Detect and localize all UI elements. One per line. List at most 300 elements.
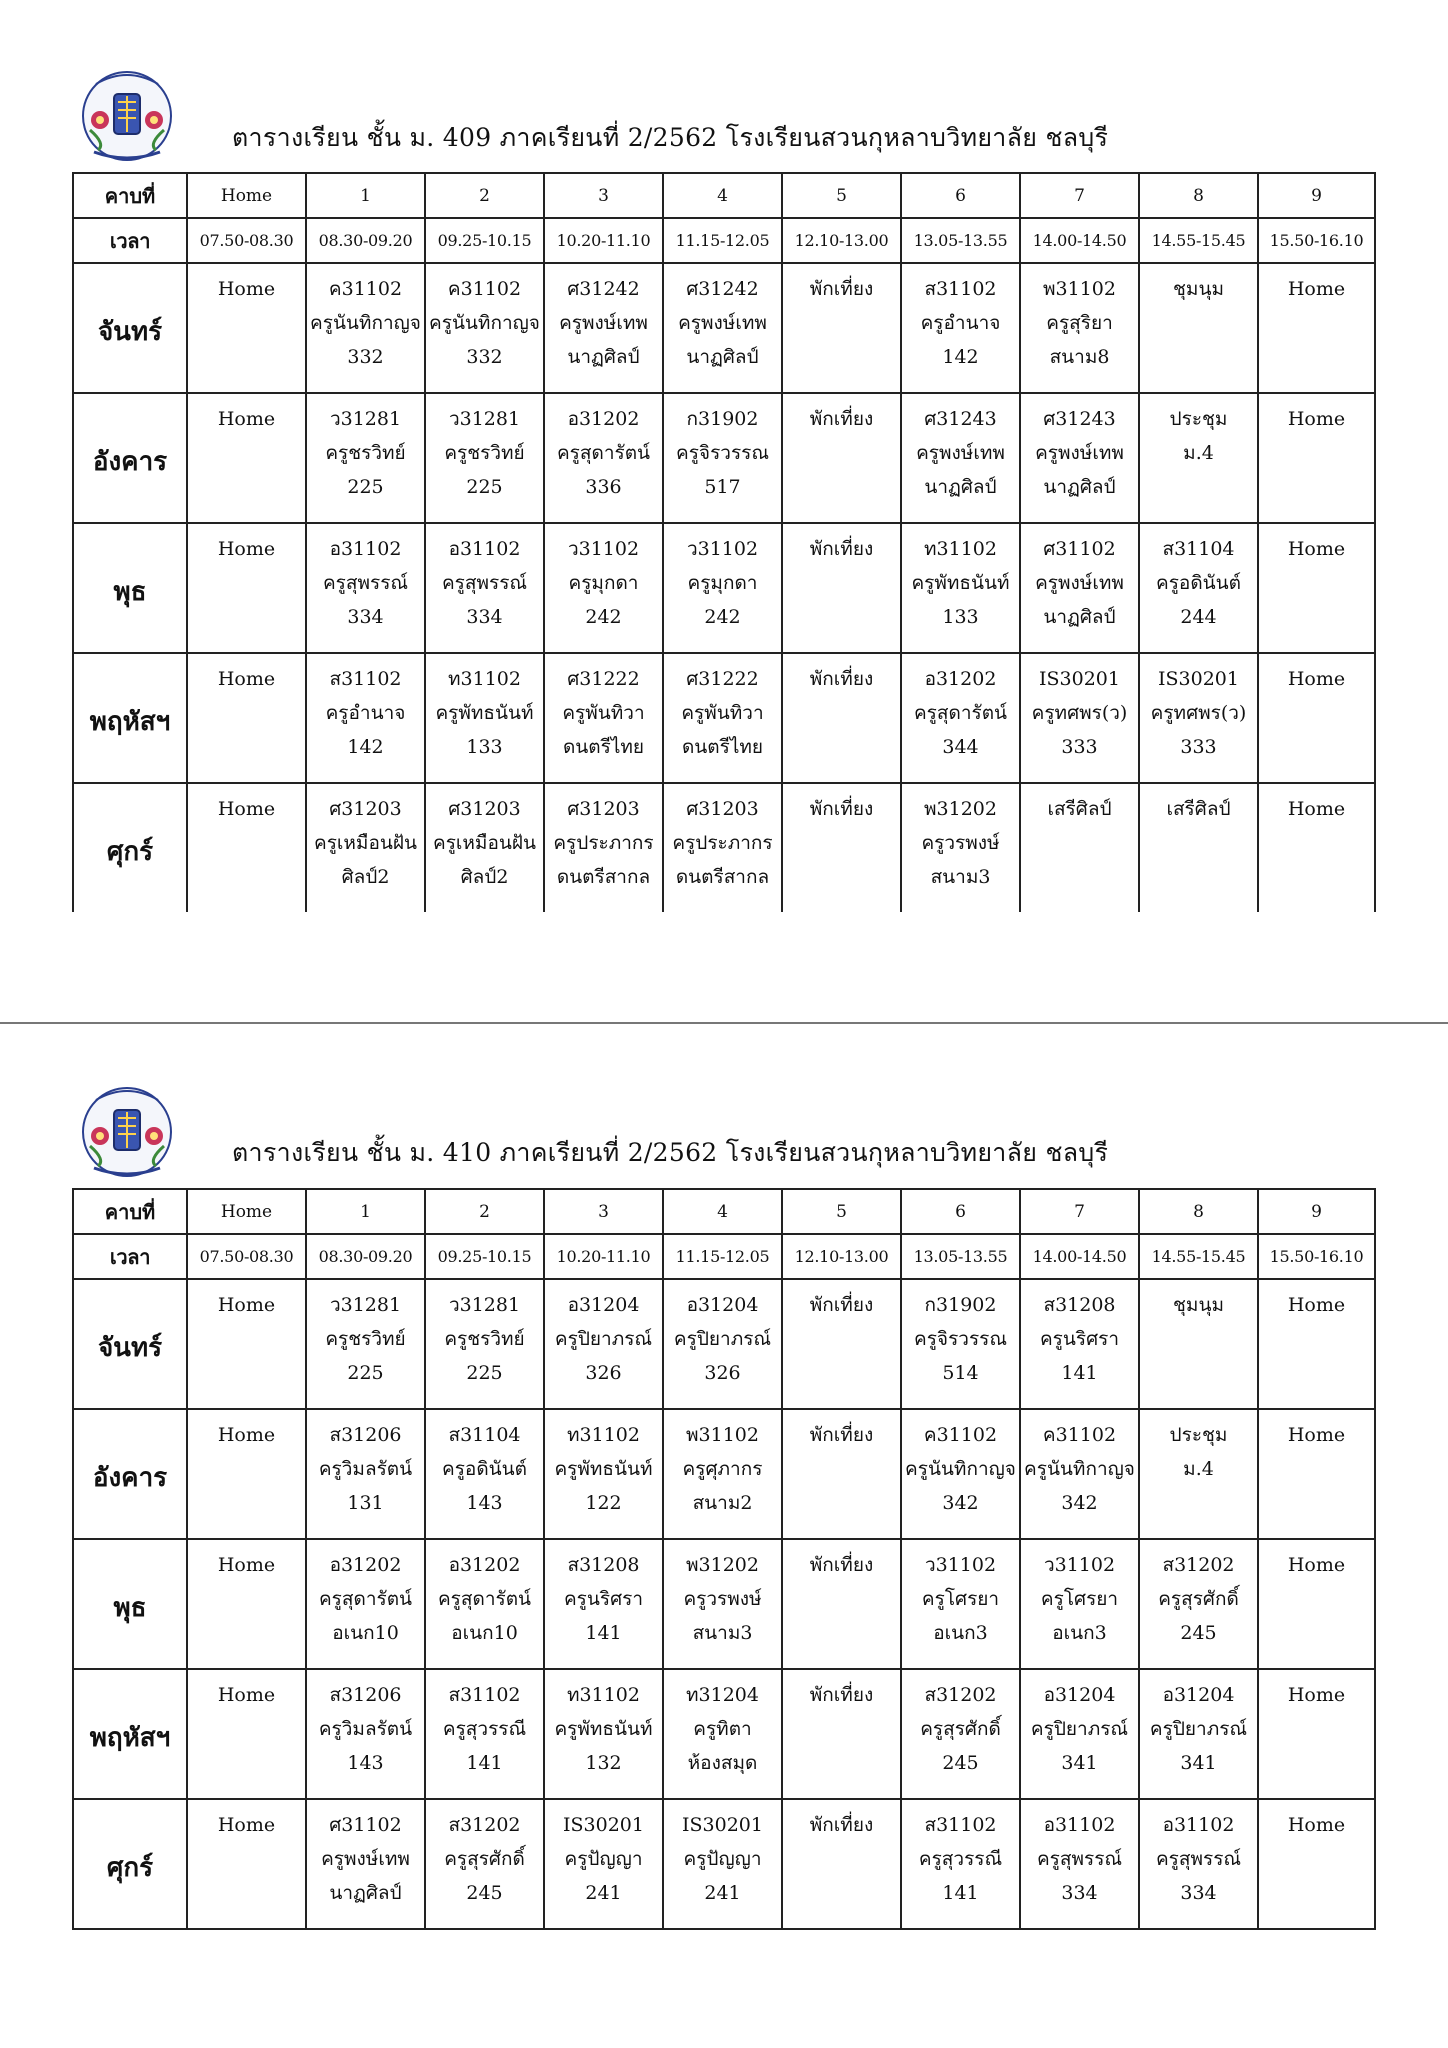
teacher-name: ครูโศรยา — [1040, 1588, 1119, 1610]
class-cell — [1139, 1669, 1258, 1799]
subject-code: Home — [1287, 538, 1346, 560]
subject-code: ท31102 — [567, 1424, 640, 1446]
room: สนาม2 — [692, 1492, 753, 1514]
room: 141 — [942, 1882, 979, 1904]
period-header-row — [73, 1189, 1375, 1234]
class-cell — [782, 1799, 901, 1929]
class-cell — [1020, 1799, 1139, 1929]
teacher-name: ครูพัทธนันท์ — [911, 572, 1010, 594]
subject-code: อ31202 — [567, 408, 640, 430]
room: ห้องสมุด — [687, 1752, 758, 1774]
period-number: 7 — [1020, 173, 1139, 218]
class-cell — [425, 1799, 544, 1929]
room: 334 — [466, 606, 503, 628]
subject-code: ศ31243 — [1043, 408, 1116, 430]
class-cell — [187, 1539, 306, 1669]
subject-code: พักเที่ยง — [809, 1554, 874, 1576]
room: 333 — [1061, 736, 1098, 758]
room: 141 — [585, 1622, 622, 1644]
subject-code: Home — [217, 1554, 276, 1576]
room: 326 — [585, 1362, 622, 1384]
class-cell — [901, 1279, 1020, 1409]
class-cell — [1139, 1539, 1258, 1669]
period-number: 8 — [1139, 173, 1258, 218]
teacher-name: ม.4 — [1183, 1458, 1214, 1480]
room: สนาม3 — [692, 1622, 753, 1644]
time-slot: 09.25-10.15 — [425, 218, 544, 263]
class-cell — [187, 783, 306, 912]
period-number: 3 — [544, 1189, 663, 1234]
time-slot: 07.50-08.30 — [187, 218, 306, 263]
class-cell — [782, 783, 901, 912]
subject-code: ส31102 — [329, 668, 402, 690]
room: 514 — [942, 1362, 979, 1384]
teacher-name: ครูสุดารัตน์ — [556, 442, 651, 464]
room: นาฏศิลป์ — [1043, 476, 1116, 498]
teacher-name: ครูวรพงษ์ — [683, 1588, 762, 1610]
subject-code: IS30201 — [1039, 668, 1120, 690]
room: 143 — [466, 1492, 503, 1514]
room: 342 — [1061, 1492, 1098, 1514]
subject-code: ว31281 — [329, 1294, 402, 1316]
class-cell — [1139, 653, 1258, 783]
subject-code: ท31102 — [924, 538, 997, 560]
time-slot: 14.00-14.50 — [1020, 1234, 1139, 1279]
subject-code: พักเที่ยง — [809, 278, 874, 300]
subject-code: ศ31222 — [686, 668, 759, 690]
class-cell — [1139, 783, 1258, 912]
teacher-name: ครูสุดารัตน์ — [437, 1588, 532, 1610]
subject-code: อ31102 — [1162, 1814, 1235, 1836]
subject-code: พ31202 — [686, 1554, 759, 1576]
class-cell — [1258, 653, 1375, 783]
room: 143 — [347, 1752, 384, 1774]
class-cell — [663, 1669, 782, 1799]
room: 334 — [1061, 1882, 1098, 1904]
room: อเนก10 — [332, 1622, 399, 1644]
time-slot: 12.10-13.00 — [782, 218, 901, 263]
time-slot: 10.20-11.10 — [544, 218, 663, 263]
subject-code: พักเที่ยง — [809, 668, 874, 690]
time-slot: 11.15-12.05 — [663, 1234, 782, 1279]
day-row — [73, 1409, 1375, 1539]
class-cell — [663, 1409, 782, 1539]
timetable — [72, 172, 1376, 912]
subject-code: ศ31203 — [567, 798, 640, 820]
class-cell — [663, 1799, 782, 1929]
period-number: 1 — [306, 1189, 425, 1234]
class-cell — [1258, 1409, 1375, 1539]
subject-code: อ31204 — [567, 1294, 640, 1316]
teacher-name: ครูวรพงษ์ — [921, 832, 1000, 854]
subject-code: ศ31102 — [329, 1814, 402, 1836]
room: 133 — [466, 736, 503, 758]
teacher-name: ครูพัทธนันท์ — [554, 1458, 653, 1480]
room: 333 — [1180, 736, 1217, 758]
class-cell — [901, 263, 1020, 393]
period-number: 9 — [1258, 1189, 1375, 1234]
subject-code: Home — [1287, 1684, 1346, 1706]
day-name: พฤหัสฯ — [73, 1669, 187, 1799]
class-cell — [1258, 393, 1375, 523]
class-cell — [901, 1799, 1020, 1929]
teacher-name: ครูทศพร(ว) — [1031, 702, 1128, 724]
class-cell — [306, 783, 425, 912]
class-cell — [782, 263, 901, 393]
teacher-name: ครูอดินันต์ — [1156, 572, 1241, 594]
day-name: พุธ — [73, 523, 187, 653]
room: 225 — [347, 1362, 384, 1384]
subject-code: ศ31102 — [1043, 538, 1116, 560]
time-slot: 14.00-14.50 — [1020, 218, 1139, 263]
teacher-name: ครูประภากร — [553, 832, 654, 854]
teacher-name: ครูปัญญา — [564, 1848, 643, 1870]
subject-code: พ31202 — [924, 798, 997, 820]
room: ดนตรีสากล — [675, 866, 770, 888]
class-cell — [187, 1669, 306, 1799]
class-cell — [1139, 523, 1258, 653]
class-cell — [782, 523, 901, 653]
class-cell — [306, 1279, 425, 1409]
subject-code: พักเที่ยง — [809, 538, 874, 560]
subject-code: ศ31222 — [567, 668, 640, 690]
class-cell — [306, 1539, 425, 1669]
class-cell — [663, 653, 782, 783]
room: 245 — [1180, 1622, 1217, 1644]
subject-code: เสรีศิลป์ — [1166, 798, 1231, 820]
day-row — [73, 393, 1375, 523]
teacher-name: ครูอำนาจ — [920, 312, 1001, 334]
teacher-name: ครูสุรศักดิ์ — [1158, 1588, 1239, 1610]
class-cell — [187, 393, 306, 523]
subject-code: ว31281 — [448, 1294, 521, 1316]
subject-code: Home — [217, 1294, 276, 1316]
class-cell — [663, 783, 782, 912]
teacher-name: ครูปิยาภรณ์ — [1149, 1718, 1248, 1740]
class-cell — [187, 1799, 306, 1929]
period-number: 9 — [1258, 173, 1375, 218]
subject-code: Home — [217, 278, 276, 300]
teacher-name: ครูเหมือนฝัน — [314, 832, 417, 854]
subject-code: ส31102 — [924, 278, 997, 300]
class-cell — [1139, 1279, 1258, 1409]
class-cell — [663, 1279, 782, 1409]
teacher-name: ครูมุกดา — [568, 572, 639, 594]
day-row — [73, 1669, 1375, 1799]
room: สนาม3 — [930, 866, 991, 888]
subject-code: เสรีศิลป์ — [1047, 798, 1112, 820]
class-cell — [1258, 783, 1375, 912]
day-name: จันทร์ — [73, 263, 187, 393]
subject-code: ก31902 — [686, 408, 759, 430]
subject-code: อ31204 — [1043, 1684, 1116, 1706]
room: 122 — [585, 1492, 622, 1514]
room: 131 — [347, 1492, 384, 1514]
time-slot: 07.50-08.30 — [187, 1234, 306, 1279]
room: 142 — [347, 736, 384, 758]
subject-code: Home — [1287, 798, 1346, 820]
class-cell — [544, 263, 663, 393]
class-cell — [187, 523, 306, 653]
room: ดนตรีไทย — [562, 736, 645, 758]
room: 141 — [466, 1752, 503, 1774]
period-number: 4 — [663, 1189, 782, 1234]
class-cell — [187, 653, 306, 783]
schedule-title: ตารางเรียน ชั้น ม. 410 ภาคเรียนที่ 2/2562 โรงเรียนสวนกุหลาบวิทยาลัย ชลบุรี — [232, 1138, 1109, 1167]
day-row — [73, 523, 1375, 653]
class-cell — [901, 653, 1020, 783]
day-row — [73, 783, 1375, 912]
class-cell — [544, 653, 663, 783]
room: 242 — [704, 606, 741, 628]
teacher-name: ครูนริศรา — [1039, 1328, 1120, 1350]
class-cell — [425, 783, 544, 912]
teacher-name: ครูพงษ์เทพ — [1035, 442, 1124, 464]
teacher-name: ครูพัทธนันท์ — [435, 702, 534, 724]
class-cell — [544, 1669, 663, 1799]
teacher-name: ครูปิยาภรณ์ — [554, 1328, 653, 1350]
subject-code: อ31202 — [924, 668, 997, 690]
teacher-name: ครูสุรศักดิ์ — [920, 1718, 1001, 1740]
class-cell — [1020, 1539, 1139, 1669]
class-cell — [663, 393, 782, 523]
subject-code: ว31102 — [686, 538, 759, 560]
period-number: 2 — [425, 1189, 544, 1234]
teacher-name: ครูจิรวรรณ — [914, 1328, 1007, 1350]
room: 341 — [1180, 1752, 1217, 1774]
class-cell — [306, 263, 425, 393]
subject-code: Home — [217, 1684, 276, 1706]
room: 225 — [466, 476, 503, 498]
subject-code: ค31102 — [447, 278, 522, 300]
room: 326 — [704, 1362, 741, 1384]
day-name: จันทร์ — [73, 1279, 187, 1409]
subject-code: ศ31203 — [329, 798, 402, 820]
class-cell — [544, 393, 663, 523]
room: อเนก3 — [933, 1622, 988, 1644]
teacher-name: ครูทศพร(ว) — [1150, 702, 1247, 724]
teacher-name: ครูพงษ์เทพ — [321, 1848, 410, 1870]
class-cell — [1020, 653, 1139, 783]
teacher-name: ครูนันทิกาญจ — [905, 1458, 1016, 1480]
subject-code: ชุมนุม — [1173, 278, 1224, 300]
teacher-name: ครูสุรศักดิ์ — [444, 1848, 525, 1870]
class-cell — [1258, 523, 1375, 653]
subject-code: ส31202 — [1162, 1554, 1235, 1576]
period-number: 1 — [306, 173, 425, 218]
period-number: 3 — [544, 173, 663, 218]
day-name: ศุกร์ — [73, 783, 187, 912]
teacher-name: ครูปิยาภรณ์ — [1030, 1718, 1129, 1740]
class-cell — [425, 1539, 544, 1669]
class-cell — [306, 393, 425, 523]
subject-code: Home — [217, 408, 276, 430]
day-row — [73, 1799, 1375, 1929]
class-cell — [901, 393, 1020, 523]
teacher-name: ครูพงษ์เทพ — [559, 312, 648, 334]
time-header-row — [73, 218, 1375, 263]
class-cell — [544, 523, 663, 653]
subject-code: อ31202 — [329, 1554, 402, 1576]
room: 341 — [1061, 1752, 1098, 1774]
class-cell — [544, 1539, 663, 1669]
period-header-row — [73, 173, 1375, 218]
teacher-name: ครูจิรวรรณ — [676, 442, 769, 464]
class-cell — [306, 1799, 425, 1929]
class-cell — [1258, 1539, 1375, 1669]
subject-code: ว31102 — [1043, 1554, 1116, 1576]
class-cell — [1020, 1279, 1139, 1409]
subject-code: ส31102 — [924, 1814, 997, 1836]
subject-code: พ31102 — [1043, 278, 1116, 300]
teacher-name: ครูนริศรา — [563, 1588, 644, 1610]
time-label: เวลา — [73, 218, 187, 263]
class-cell — [901, 1539, 1020, 1669]
subject-code: Home — [1287, 1294, 1346, 1316]
room: 342 — [942, 1492, 979, 1514]
day-row — [73, 1279, 1375, 1409]
room: 133 — [942, 606, 979, 628]
class-cell — [425, 393, 544, 523]
teacher-name: ครูปัญญา — [683, 1848, 762, 1870]
subject-code: พักเที่ยง — [809, 1684, 874, 1706]
class-cell — [187, 1279, 306, 1409]
teacher-name: ครูนันทิกาญจ — [429, 312, 540, 334]
time-slot: 09.25-10.15 — [425, 1234, 544, 1279]
room: 241 — [585, 1882, 622, 1904]
room: ศิลป์2 — [341, 866, 390, 888]
subject-code: พักเที่ยง — [809, 1814, 874, 1836]
subject-code: ส31208 — [567, 1554, 640, 1576]
teacher-name: ครูนันทิกาญจ — [1024, 1458, 1135, 1480]
subject-code: พ31102 — [686, 1424, 759, 1446]
teacher-name: ครูสุดารัตน์ — [318, 1588, 413, 1610]
subject-code: ว31281 — [448, 408, 521, 430]
subject-code: ส31206 — [329, 1684, 402, 1706]
period-number: Home — [187, 173, 306, 218]
room: 245 — [942, 1752, 979, 1774]
teacher-name: ครูสุวรรณี — [442, 1718, 527, 1740]
class-cell — [782, 1669, 901, 1799]
class-cell — [782, 393, 901, 523]
class-cell — [1258, 1669, 1375, 1799]
room: 225 — [347, 476, 384, 498]
room: 332 — [466, 346, 503, 368]
subject-code: ว31102 — [567, 538, 640, 560]
day-row — [73, 263, 1375, 393]
room: นาฏศิลป์ — [924, 476, 997, 498]
teacher-name: ครูสุพรรณ์ — [322, 572, 409, 594]
teacher-name: ครูอดินันต์ — [442, 1458, 527, 1480]
subject-code: ศ31243 — [924, 408, 997, 430]
subject-code: พักเที่ยง — [809, 798, 874, 820]
teacher-name: ครูชรวิทย์ — [325, 1328, 406, 1350]
teacher-name: ครูประภากร — [672, 832, 773, 854]
time-slot: 15.50-16.10 — [1258, 218, 1375, 263]
subject-code: Home — [1287, 668, 1346, 690]
teacher-name: ครูสุพรรณ์ — [441, 572, 528, 594]
day-name: พุธ — [73, 1539, 187, 1669]
class-cell — [901, 1669, 1020, 1799]
teacher-name: ครูทิตา — [693, 1718, 752, 1740]
room: 142 — [942, 346, 979, 368]
time-slot: 14.55-15.45 — [1139, 218, 1258, 263]
subject-code: ค31102 — [328, 278, 403, 300]
class-cell — [425, 1279, 544, 1409]
subject-code: พักเที่ยง — [809, 1294, 874, 1316]
teacher-name: ม.4 — [1183, 442, 1214, 464]
subject-code: ประชุม — [1169, 1424, 1228, 1446]
class-cell — [1139, 1409, 1258, 1539]
teacher-name: ครูชรวิทย์ — [444, 442, 525, 464]
room: 517 — [704, 476, 741, 498]
room: 244 — [1180, 606, 1217, 628]
room: อเนก3 — [1052, 1622, 1107, 1644]
teacher-name: ครูพงษ์เทพ — [1035, 572, 1124, 594]
class-cell — [782, 653, 901, 783]
time-slot: 13.05-13.55 — [901, 218, 1020, 263]
room: นาฏศิลป์ — [1043, 606, 1116, 628]
room: ดนตรีไทย — [681, 736, 764, 758]
class-cell — [1258, 1279, 1375, 1409]
subject-code: Home — [1287, 1424, 1346, 1446]
subject-code: ศ31203 — [686, 798, 759, 820]
day-row — [73, 1539, 1375, 1669]
class-cell — [901, 783, 1020, 912]
room: 334 — [1180, 1882, 1217, 1904]
subject-code: ส31206 — [329, 1424, 402, 1446]
class-cell — [901, 1409, 1020, 1539]
class-cell — [1020, 263, 1139, 393]
day-row — [73, 653, 1375, 783]
teacher-name: ครูสุดารัตน์ — [913, 702, 1008, 724]
teacher-name: ครูพงษ์เทพ — [916, 442, 1005, 464]
class-cell — [425, 263, 544, 393]
time-slot: 15.50-16.10 — [1258, 1234, 1375, 1279]
subject-code: Home — [1287, 408, 1346, 430]
subject-code: อ31204 — [1162, 1684, 1235, 1706]
class-cell — [425, 1669, 544, 1799]
class-cell — [1139, 1799, 1258, 1929]
period-number: 4 — [663, 173, 782, 218]
period-number: Home — [187, 1189, 306, 1234]
teacher-name: ครูโศรยา — [921, 1588, 1000, 1610]
room: 245 — [466, 1882, 503, 1904]
class-cell — [306, 653, 425, 783]
room: 336 — [585, 476, 622, 498]
period-number: 6 — [901, 1189, 1020, 1234]
time-slot: 08.30-09.20 — [306, 1234, 425, 1279]
class-cell — [782, 1279, 901, 1409]
class-cell — [544, 1279, 663, 1409]
period-number: 2 — [425, 173, 544, 218]
class-cell — [425, 523, 544, 653]
class-cell — [544, 783, 663, 912]
period-number: 5 — [782, 1189, 901, 1234]
subject-code: ประชุม — [1169, 408, 1228, 430]
period-number: 6 — [901, 173, 1020, 218]
teacher-name: ครูอำนาจ — [325, 702, 406, 724]
room: 334 — [347, 606, 384, 628]
teacher-name: ครูสุริยา — [1046, 312, 1113, 334]
subject-code: อ31202 — [448, 1554, 521, 1576]
period-label: คาบที่ — [73, 1189, 187, 1234]
time-slot: 11.15-12.05 — [663, 218, 782, 263]
teacher-name: ครูพงษ์เทพ — [678, 312, 767, 334]
class-cell — [544, 1799, 663, 1929]
class-cell — [1258, 263, 1375, 393]
subject-code: Home — [217, 668, 276, 690]
